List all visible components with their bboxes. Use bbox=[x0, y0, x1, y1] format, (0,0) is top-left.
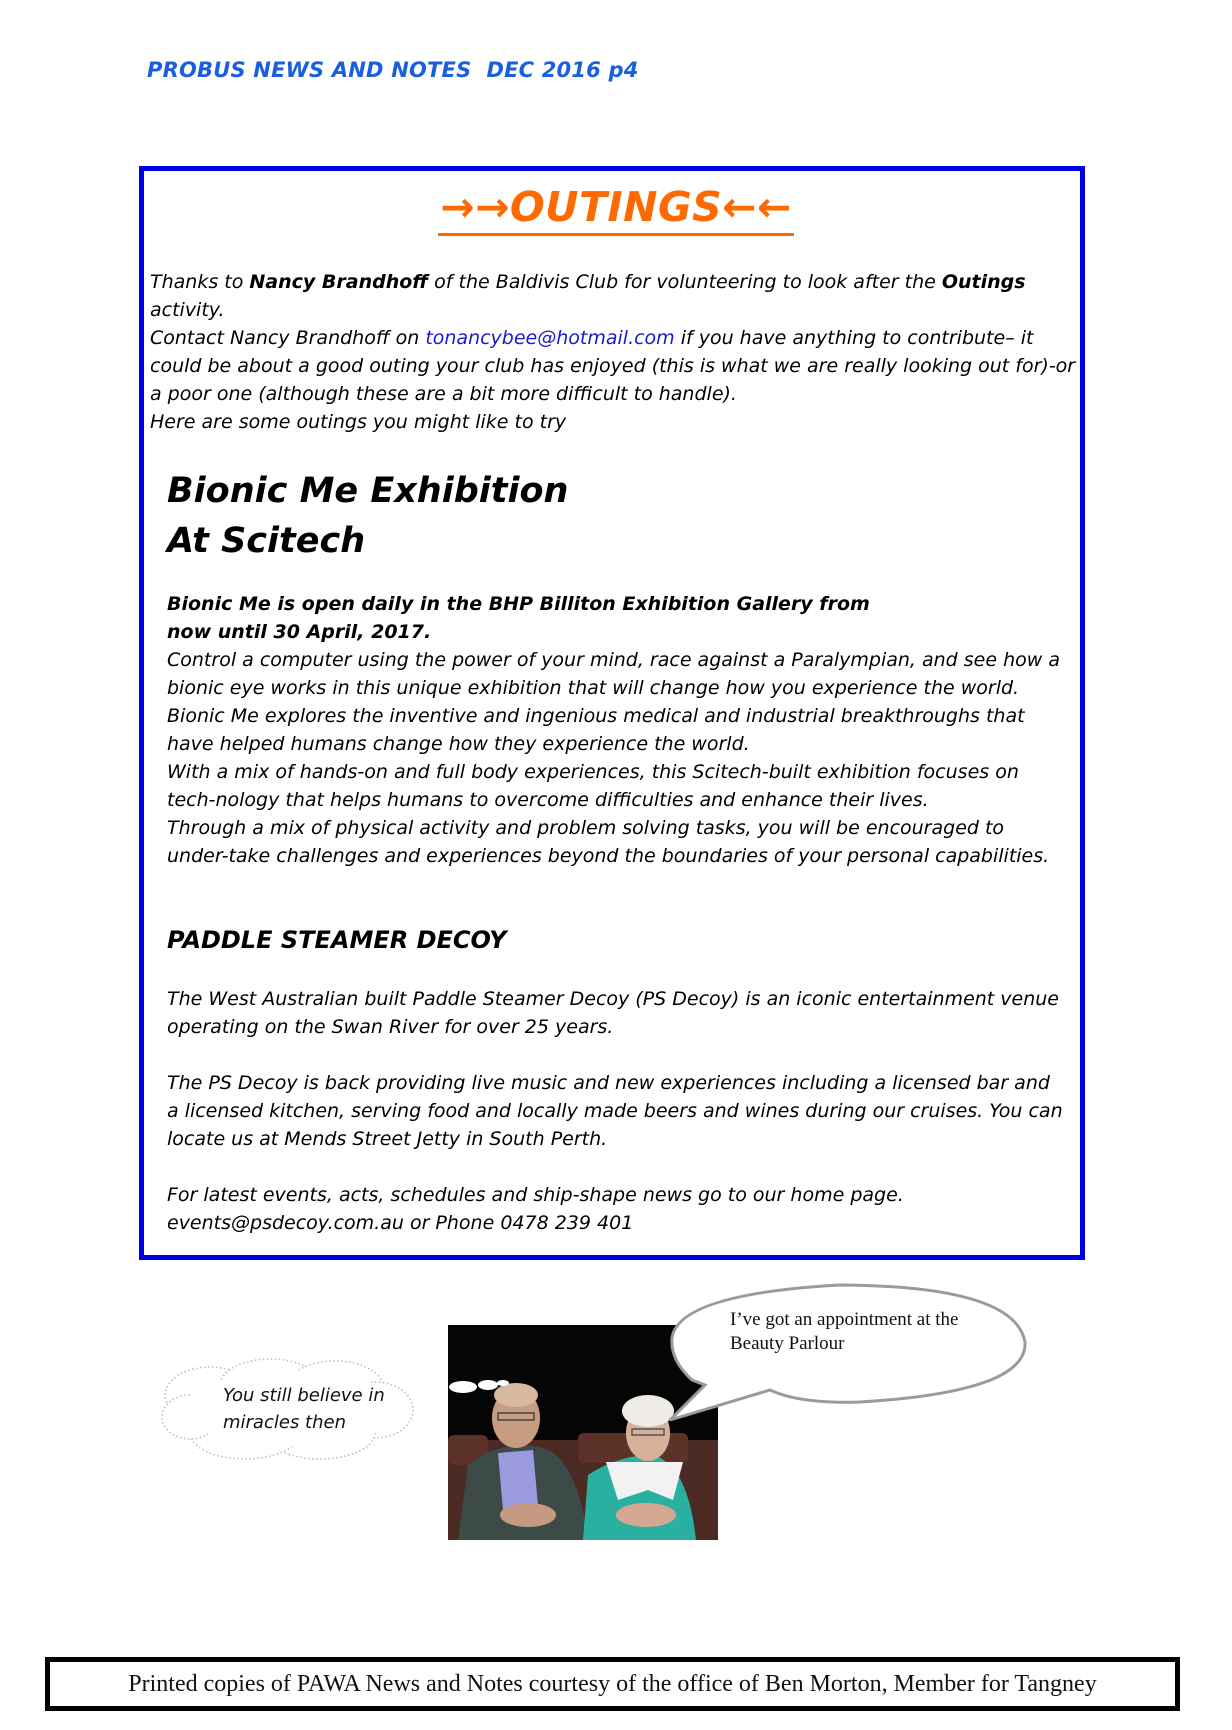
outings-heading-text: →→OUTINGS←← bbox=[438, 183, 794, 236]
bionic-me-title-line1: Bionic Me Exhibition bbox=[167, 471, 569, 511]
intro-text: activity. bbox=[150, 299, 225, 321]
intro-text: Thanks to bbox=[150, 271, 250, 293]
bionic-me-paragraph: With a mix of hands-on and full body experiences, this Scitech-built exhibition focuses on tech-nology that helps humans to overcome difficulties and enhance their lives. bbox=[167, 761, 1019, 811]
contact-email-phone: events@psdecoy.com.au or Phone 0478 239 401 bbox=[167, 1212, 634, 1234]
bionic-me-title-line2: At Scitech bbox=[167, 521, 366, 561]
intro-text: Contact Nancy Brandhoff on bbox=[150, 327, 426, 349]
outings-intro bbox=[150, 268, 1080, 436]
paddle-steamer-paragraph: The West Australian built Paddle Steamer Decoy (PS Decoy) is an iconic entertainment venue operating on the Swan River for over 25 years. bbox=[167, 988, 1059, 1038]
intro-text: if you have anything to contribute– it could be about a good outing your club has enjoyed (this is what we are really looking out for)-or a poor one (although these are a bit more difficult to handle). bbox=[150, 327, 1076, 405]
bionic-me-lead-line2: now until 30 April, 2017. bbox=[167, 621, 432, 643]
paddle-steamer-contact bbox=[167, 1181, 1067, 1237]
paddle-steamer-paragraph: The PS Decoy is back providing live music and new experiences including a licensed bar and a licensed kitchen, serving food and locally made beers and wines during our cruises. You can locate us at Mends Street Jetty in South Perth. bbox=[167, 1072, 1063, 1150]
intro-text: of the Baldivis Club for volunteering to look after the bbox=[428, 271, 942, 293]
bionic-me-paragraph: Through a mix of physical activity and problem solving tasks, you will be encouraged to under-take challenges and experiences beyond the boundaries of your personal capabilities. bbox=[167, 817, 1050, 867]
outings-heading bbox=[0, 183, 1232, 236]
bionic-me-body bbox=[167, 590, 1067, 870]
volunteer-name: Nancy Brandhoff bbox=[249, 271, 429, 293]
bionic-me-lead-line1: Bionic Me is open daily in the BHP Billiton Exhibition Gallery from bbox=[167, 593, 870, 615]
bionic-me-paragraph: Control a computer using the power of your mind, race against a Paralympian, and see how a bionic eye works in this unique exhibition that will change how you experience the world. bbox=[167, 649, 1060, 699]
speech-bubble-text: I’ve got an appointment at the Beauty Parlour bbox=[730, 1309, 959, 1354]
intro-closing: Here are some outings you might like to try bbox=[150, 411, 567, 433]
bionic-me-paragraph: Bionic Me explores the inventive and ingenious medical and industrial breakthroughs that have helped humans change how they experience the world. bbox=[167, 705, 1025, 755]
bionic-me-heading bbox=[167, 466, 568, 566]
page-header-title: PROBUS NEWS AND NOTES DEC 2016 p4 bbox=[147, 58, 639, 82]
thought-bubble-text: You still believe in miracles then bbox=[223, 1385, 385, 1433]
outings-keyword: Outings bbox=[941, 271, 1026, 293]
paddle-steamer-heading: PADDLE STEAMER DECOY bbox=[167, 926, 507, 954]
contact-line: For latest events, acts, schedules and ship-shape news go to our home page. bbox=[167, 1184, 904, 1206]
contact-email-link[interactable]: tonancybee@hotmail.com bbox=[425, 327, 675, 349]
paddle-steamer-body bbox=[167, 985, 1067, 1237]
intro-paragraph bbox=[150, 268, 1080, 408]
footer-credit: Printed copies of PAWA News and Notes courtesy of the office of Ben Morton, Member for Tangney bbox=[128, 1671, 1097, 1697]
